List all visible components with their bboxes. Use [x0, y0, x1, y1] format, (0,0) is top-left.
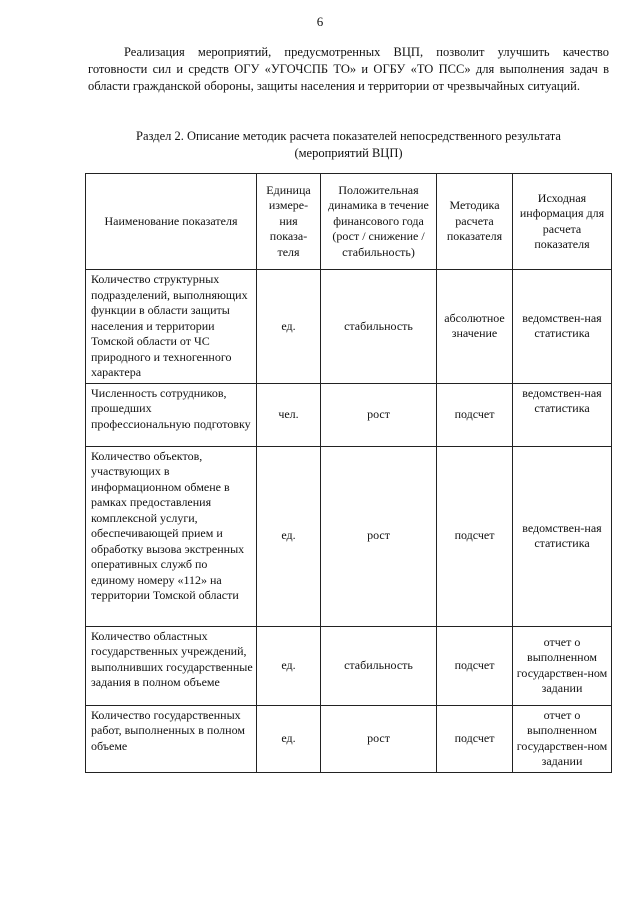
indicator-dynamics: рост	[321, 705, 437, 772]
table-row	[86, 270, 612, 384]
indicator-name: Количество областных государственных учреждений, выполнивших государственные задания в полном объеме	[86, 626, 257, 705]
indicator-dynamics: стабильность	[321, 626, 437, 705]
indicators-table	[85, 173, 612, 773]
indicator-method: абсолютное значение	[437, 270, 513, 384]
indicator-name: Количество государственных работ, выполненных в полном объеме	[86, 705, 257, 772]
indicator-method: подсчет	[437, 446, 513, 626]
indicator-source: отчет о выполненном государствен-ном задании	[513, 705, 612, 772]
indicator-dynamics: рост	[321, 383, 437, 446]
indicator-unit: ед.	[257, 705, 321, 772]
indicator-source: ведомствен-ная статистика	[513, 383, 612, 446]
header-source: Исходная информация для расчета показателя	[513, 174, 612, 270]
header-dynamics: Положительная динамика в течение финансового года (рост / снижение / стабильность)	[321, 174, 437, 270]
table-header-row	[86, 174, 612, 270]
indicator-name: Количество объектов, участвующих в информационном обмене в рамках предоставления комплексной услуги, обеспечивающей прием и обработку вызова экстренных оперативных служб по единому номеру «112» на территории Томской области	[86, 446, 257, 626]
indicator-source: отчет о выполненном государствен-ном задании	[513, 626, 612, 705]
section-title-line-1: Раздел 2. Описание методик расчета показателей непосредственного результата	[136, 129, 561, 143]
table-row	[86, 446, 612, 626]
header-unit: Единица измере-ния показа-теля	[257, 174, 321, 270]
page-number: 6	[316, 14, 324, 29]
table-row	[86, 383, 612, 446]
intro-paragraph: Реализация мероприятий, предусмотренных ВЦП, позволит улучшить качество готовности сил и средств ОГУ «УГОЧСПБ ТО» и ОГБУ «ТО ПСС» для выполнения задач в области гражданской обороны, защиты населения и территории от чрезвычайных ситуаций.	[88, 45, 609, 93]
indicator-source: ведомствен-ная статистика	[513, 270, 612, 384]
indicator-name: Количество структурных подразделений, выполняющих функции в области защиты населения и территории Томской области от ЧС природного и техногенного характера	[86, 270, 257, 384]
indicator-method: подсчет	[437, 626, 513, 705]
indicator-source: ведомствен-ная статистика	[513, 446, 612, 626]
indicator-method: подсчет	[437, 383, 513, 446]
table-row	[86, 626, 612, 705]
section-title	[88, 128, 609, 162]
section-title-line-2: (мероприятий ВЦП)	[294, 146, 403, 160]
indicator-name: Численность сотрудников, прошедших профессиональную подготовку	[86, 383, 257, 446]
table-row	[86, 705, 612, 772]
indicator-dynamics: стабильность	[321, 270, 437, 384]
indicator-unit: ед.	[257, 446, 321, 626]
indicator-method: подсчет	[437, 705, 513, 772]
indicator-unit: ед.	[257, 626, 321, 705]
indicator-unit: чел.	[257, 383, 321, 446]
header-method: Методика расчета показателя	[437, 174, 513, 270]
indicator-dynamics: рост	[321, 446, 437, 626]
indicator-unit: ед.	[257, 270, 321, 384]
header-indicator-name: Наименование показателя	[86, 174, 257, 270]
